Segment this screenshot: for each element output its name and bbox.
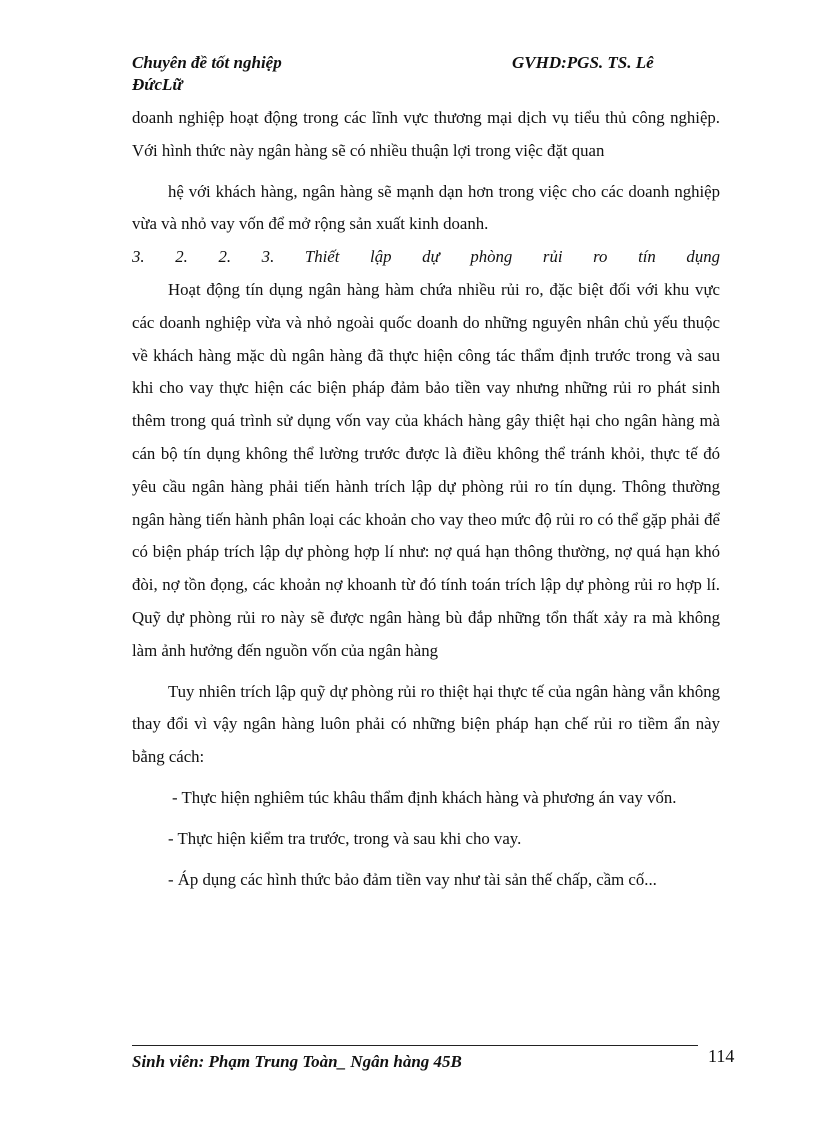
footer-divider (132, 1045, 698, 1046)
paragraph-continuation: doanh nghiệp hoạt động trong các lĩnh vực thương mại dịch vụ tiểu thủ công nghiệp. Với hình thức này ngân hàng sẽ có nhiều thuận lợi trong việc đặt quan (132, 108, 720, 160)
footer-student: Sinh viên: Phạm Trung Toàn_ Ngân hàng 45B (132, 1052, 462, 1071)
paragraph-relationship: hệ với khách hàng, ngân hàng sẽ mạnh dạn hơn trong việc cho các doanh nghiệp vừa và nhỏ vay vốn để mở rộng sản xuất kinh doanh. (132, 181, 720, 234)
body-text (132, 102, 720, 896)
list-item: - Áp dụng các hình thức bảo đảm tiền vay như tài sản thế chấp, cầm cố... (168, 869, 657, 889)
section-heading: 3. 2. 2. 3. Thiết lập dự phòng rủi ro tín dụng (132, 247, 720, 267)
header-course-title: Chuyên đề tốt nghiệp (132, 53, 282, 72)
paragraph-credit-risk: Hoạt động tín dụng ngân hàng hàm chứa nhiều rủi ro, đặc biệt đối với khu vực các doanh nghiệp vừa và nhỏ ngoài quốc doanh do những nguyên nhân chủ yếu thuộc về khách hàng mặc dù ngân hàng đã thực hiện công tác thẩm định trước trong và sau khi cho vay thực hiện các biện pháp đảm bảo tiền vay nhưng những rủi ro phát sinh thêm trong quá trình sử dụng vốn vay của khách hàng gây thiệt hại cho ngân hàng mà cán bộ tín dụng không thể lường trước được là điều không thể tránh khỏi, thực tế đó yêu cầu ngân hàng phải tiến hành trích lập dự phòng rủi ro tín dụng. Thông thường ngân hàng tiến hành phân loại các khoản cho vay theo mức độ rủi ro có thể gặp phải để có biện pháp trích lập dự phòng hợp lí như: nợ quá hạn thông thường, nợ quá hạn khó đòi, nợ tồn đọng, các khoản nợ khoanh từ đó tính toán trích lập dự phòng rủi ro hợp lí. Quỹ dự phòng rủi ro này sẽ được ngân hàng bù đắp những tổn thất xảy ra mà không làm ảnh hưởng đến nguồn vốn của ngân hàng (132, 279, 720, 660)
page-number: 114 (708, 1046, 735, 1066)
paragraph-however: Tuy nhiên trích lập quỹ dự phòng rủi ro thiệt hại thực tế của ngân hàng vẫn không thay đổi vì vậy ngân hàng luôn phải có những biện pháp hạn chế rủi ro tiềm ẩn này bằng cách: (132, 681, 720, 767)
list-item: - Thực hiện kiểm tra trước, trong và sau khi cho vay. (168, 828, 522, 848)
header-advisor-continued: ĐứcLữ (132, 75, 183, 94)
header-advisor: GVHD:PGS. TS. Lê (512, 53, 654, 72)
list-item: - Thực hiện nghiêm túc khâu thẩm định khách hàng và phương án vay vốn. (172, 787, 677, 807)
